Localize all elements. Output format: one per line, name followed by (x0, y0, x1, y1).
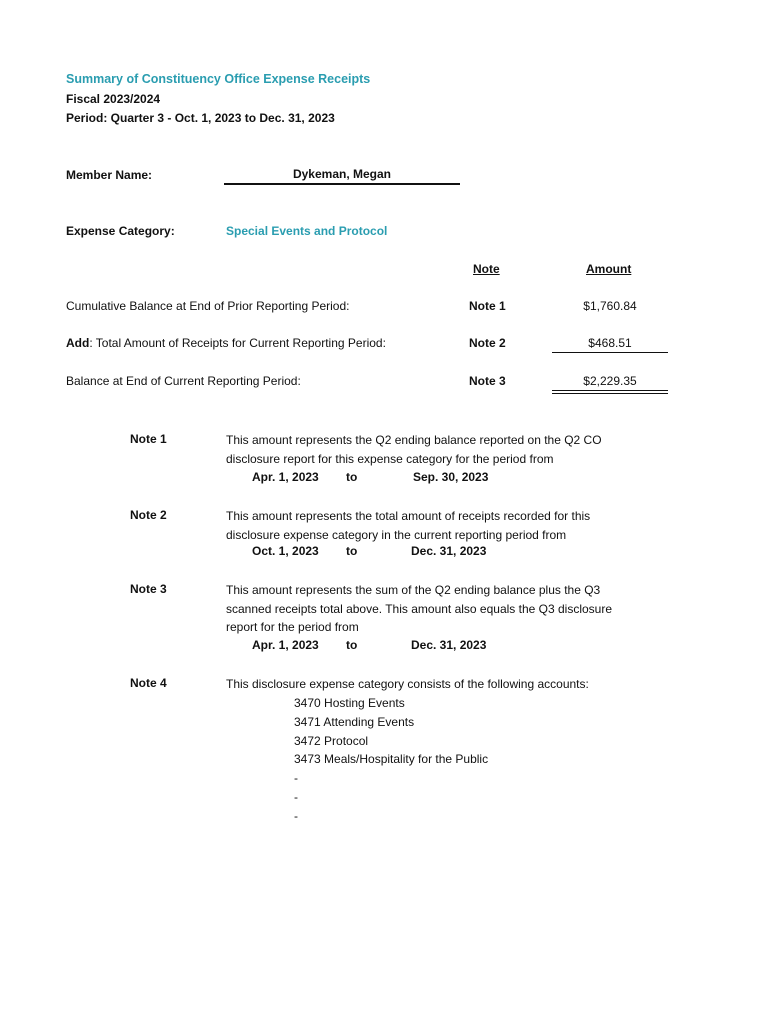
note-2-text (226, 507, 646, 544)
note-1-from-date: Apr. 1, 2023 (252, 470, 319, 484)
row-prior-balance-label: Cumulative Balance at End of Prior Reporting Period: (66, 299, 350, 313)
note-2-from-date: Oct. 1, 2023 (252, 544, 319, 558)
note-2-to-word: to (346, 544, 358, 558)
row-prior-balance-amount: $1,760.84 (583, 299, 637, 313)
note-3-from-date: Apr. 1, 2023 (252, 638, 319, 652)
row-current-receipts-note: Note 2 (469, 336, 506, 350)
account-item: - (294, 771, 298, 786)
note-4-text (226, 675, 646, 694)
expense-category-value: Special Events and Protocol (226, 224, 388, 238)
note-3-line: report for the period from (226, 620, 359, 634)
note-3-line: This amount represents the sum of the Q2 ending balance plus the Q3 (226, 583, 601, 597)
document-title: Summary of Constituency Office Expense Receipts (66, 72, 371, 86)
account-list (294, 694, 488, 826)
member-name-underline (224, 183, 460, 185)
note-3-to-date: Dec. 31, 2023 (411, 638, 487, 652)
row-current-receipts-text: : Total Amount of Receipts for Current Reporting Period: (89, 336, 386, 350)
account-item: 3470 Hosting Events (294, 696, 405, 710)
note-1-to-date: Sep. 30, 2023 (413, 470, 489, 484)
note-3-label: Note 3 (130, 582, 167, 596)
note-2-to-date: Dec. 31, 2023 (411, 544, 487, 558)
note-1-line: disclosure report for this expense category for the period from (226, 451, 554, 466)
note-3-to-word: to (346, 638, 358, 652)
account-item: 3471 Attending Events (294, 714, 415, 729)
note-4-line: This disclosure expense category consists of the following accounts: (226, 677, 589, 691)
note-2-line: disclosure expense category in the current reporting period from (226, 527, 567, 542)
member-name-value: Dykeman, Megan (292, 167, 392, 181)
expense-category-label: Expense Category: (66, 224, 175, 238)
subtotal-underline (552, 352, 668, 353)
note-3-text (226, 581, 646, 637)
note-2-line: This amount represents the total amount of receipts recorded for this (226, 509, 591, 523)
note-4-label: Note 4 (130, 676, 167, 690)
amount-column-header: Amount (586, 262, 632, 276)
account-item: - (294, 789, 298, 804)
row-current-receipts-amount: $468.51 (588, 336, 632, 350)
row-ending-balance-label: Balance at End of Current Reporting Period: (66, 374, 301, 388)
row-prior-balance-note: Note 1 (469, 299, 506, 313)
total-double-underline (552, 390, 668, 394)
account-item: 3473 Meals/Hospitality for the Public (294, 752, 489, 767)
account-item: - (294, 808, 298, 823)
row-current-receipts-label (66, 336, 386, 350)
fiscal-year: Fiscal 2023/2024 (66, 92, 161, 106)
note-1-line: This amount represents the Q2 ending balance reported on the Q2 CO (226, 433, 602, 447)
note-1-label: Note 1 (130, 432, 167, 446)
note-1-to-word: to (346, 470, 358, 484)
reporting-period: Period: Quarter 3 - Oct. 1, 2023 to Dec. 31, 2023 (66, 111, 335, 125)
row-ending-balance-amount: $2,229.35 (583, 374, 637, 388)
add-prefix: Add (66, 336, 90, 350)
note-1-text (226, 431, 646, 468)
member-name-label: Member Name: (66, 168, 153, 182)
note-2-label: Note 2 (130, 508, 167, 522)
note-column-header: Note (473, 262, 500, 276)
row-ending-balance-note: Note 3 (469, 374, 506, 388)
account-item: 3472 Protocol (294, 733, 369, 748)
note-3-line: scanned receipts total above. This amount also equals the Q3 disclosure (226, 601, 613, 616)
